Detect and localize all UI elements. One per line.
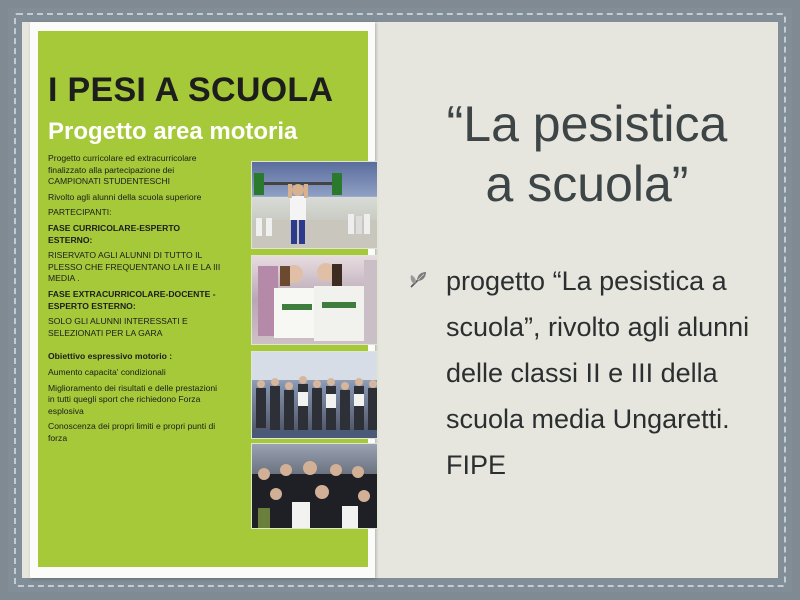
poster-line: PLESSO CHE FREQUENTANO LA II E LA III [48, 261, 221, 272]
weightlifter-photo [251, 161, 378, 249]
poster-line: SELEZIONATI PER LA GARA [48, 327, 163, 338]
poster-title: I PESI A SCUOLA [48, 71, 334, 109]
poster-image [30, 22, 375, 578]
poster-line: Miglioramento dei risultati e delle prestazioni [48, 382, 218, 393]
poster-line: CAMPIONATI STUDENTESCHI [48, 176, 171, 187]
poster-line: Conoscenza dei propri limiti e propri punti di [48, 421, 216, 432]
slide-title-line-1: “La pesistica [446, 96, 728, 152]
poster-line: Obiettivo espressivo motorio : [48, 351, 173, 362]
poster-green-panel [38, 31, 368, 567]
poster-line: Aumento capacita' condizionali [48, 366, 166, 377]
leaf-bullet-icon [408, 270, 428, 290]
bullet-text: progetto “La pesistica a scuola”, rivolto agli alunni delle classi II e III della scuola media Ungaretti. FIPE [446, 266, 750, 480]
slide-title [402, 94, 772, 214]
poster-line: ESPERTO ESTERNO: [48, 300, 136, 311]
poster-line: finalizzato alla partecipazione dei [48, 164, 175, 175]
students-tshirt-photo [251, 255, 378, 345]
group-photo [251, 351, 378, 439]
poster-line: PARTECIPANTI: [48, 207, 112, 218]
poster-line: MEDIA . [48, 273, 80, 284]
poster-line: FASE CURRICOLARE-ESPERTO [48, 222, 181, 233]
poster-line: forza [48, 432, 68, 443]
poster-line: in tutti quegli sport che richiedono Forza [48, 394, 201, 405]
poster-body [48, 153, 238, 444]
poster-subtitle: Progetto area motoria [48, 118, 298, 145]
slide-title-line-2: a scuola” [485, 156, 689, 212]
poster-line: RISERVATO AGLI ALUNNI DI TUTTO IL [48, 250, 203, 261]
poster-line: SOLO GLI ALUNNI INTERESSATI E [48, 316, 188, 327]
slide [22, 22, 778, 578]
crowd-photo [251, 443, 378, 529]
poster-line: ESTERNO: [48, 234, 93, 245]
poster-line: Progetto curricolare ed extracurricolare [48, 153, 197, 163]
poster-line: esplosiva [48, 405, 84, 416]
poster-line: FASE EXTRACURRICOLARE-DOCENTE - [48, 288, 216, 299]
poster-line: Rivolto agli alunni della scuola superiore [48, 191, 202, 202]
